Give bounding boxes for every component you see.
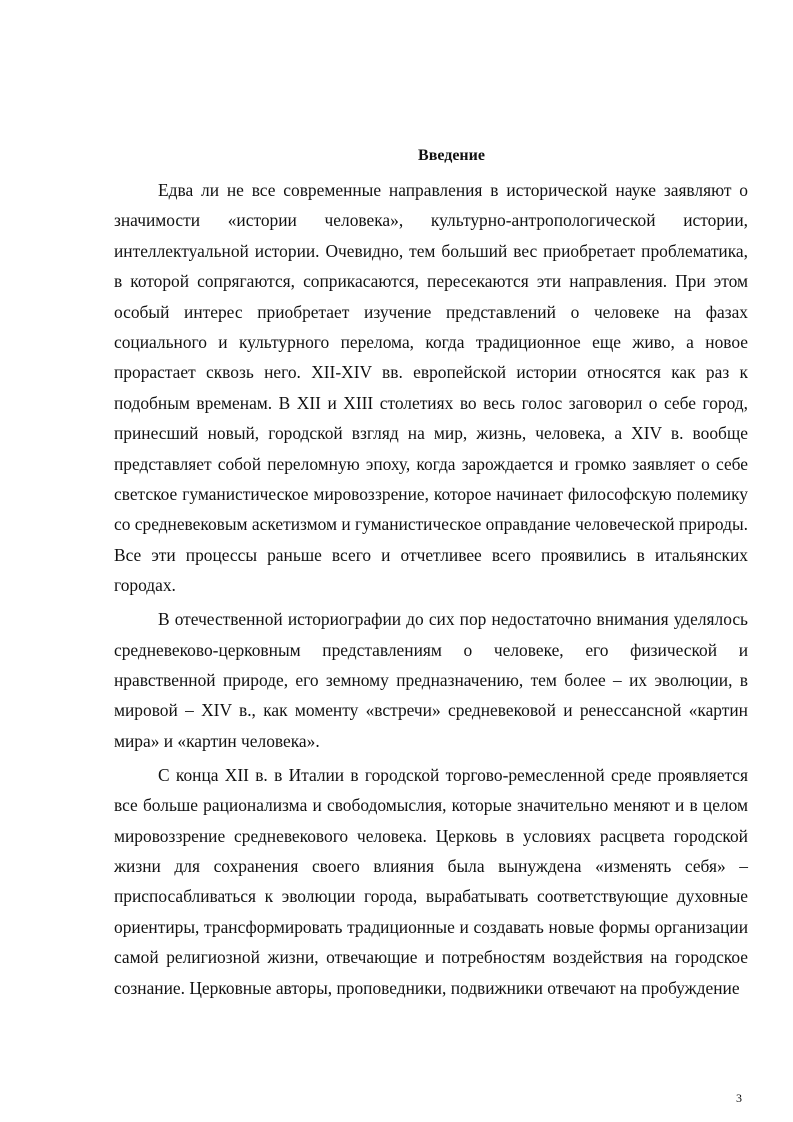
body-text	[114, 175, 748, 1003]
paragraph-3: С конца XII в. в Италии в городской торгово-ремесленной среде проявляется все больше рационализма и свободомыслия, которые значительно меняют и в целом мировоззрение средневекового человека. Церковь в условиях расцвета городской жизни для сохранения своего влияния была вынуждена «изменять себя» – приспосабливаться к эволюции города, вырабатывать соответствующие духовные ориентиры, трансформировать традиционные и создавать новые формы организации самой религиозной жизни, отвечающие и потребностям воздействия на городское сознание. Церковные авторы, проповедники, подвижники отвечают на пробуждение	[114, 764, 748, 998]
paragraph-2: В отечественной историографии до сих пор недостаточно внимания уделялось средневеково-церковным представлениям о человеке, его физической и нравственной природе, его земному предназначению, тем более – их эволюции, в мировой – XIV в., как моменту «встречи» средневековой и ренессансной «картин мира» и «картин человека».	[114, 609, 748, 751]
section-title: Введение	[418, 147, 485, 164]
paragraph-1: Едва ли не все современные направления в исторической науке заявляют о значимости «истории человека», культурно-антропологической истории, интеллектуальной истории. Очевидно, тем больший вес приобретает проблематика, в которой сопрягаются, соприкасаются, пересекаются эти направления. При этом особый интерес приобретает изучение представлений о человеке на фазах социального и культурного перелома, когда традиционное еще живо, а новое прорастает сквозь него. XII-XIV вв. европейской истории относятся как раз к подобным временам. В XII и XIII столетиях во весь голос заговорил о себе город, принесший новый, городской взгляд на мир, жизнь, человека, а XIV в. вообще представляет собой переломную эпоху, когда зарождается и громко заявляет о себе светское гуманистическое мировоззрение, которое начинает философскую полемику со средневековым аскетизмом и гуманистическое оправдание человеческой природы. Все эти процессы раньше всего и отчетливее всего проявились в итальянских городах.	[114, 180, 748, 596]
page-number: 3	[736, 1091, 742, 1105]
